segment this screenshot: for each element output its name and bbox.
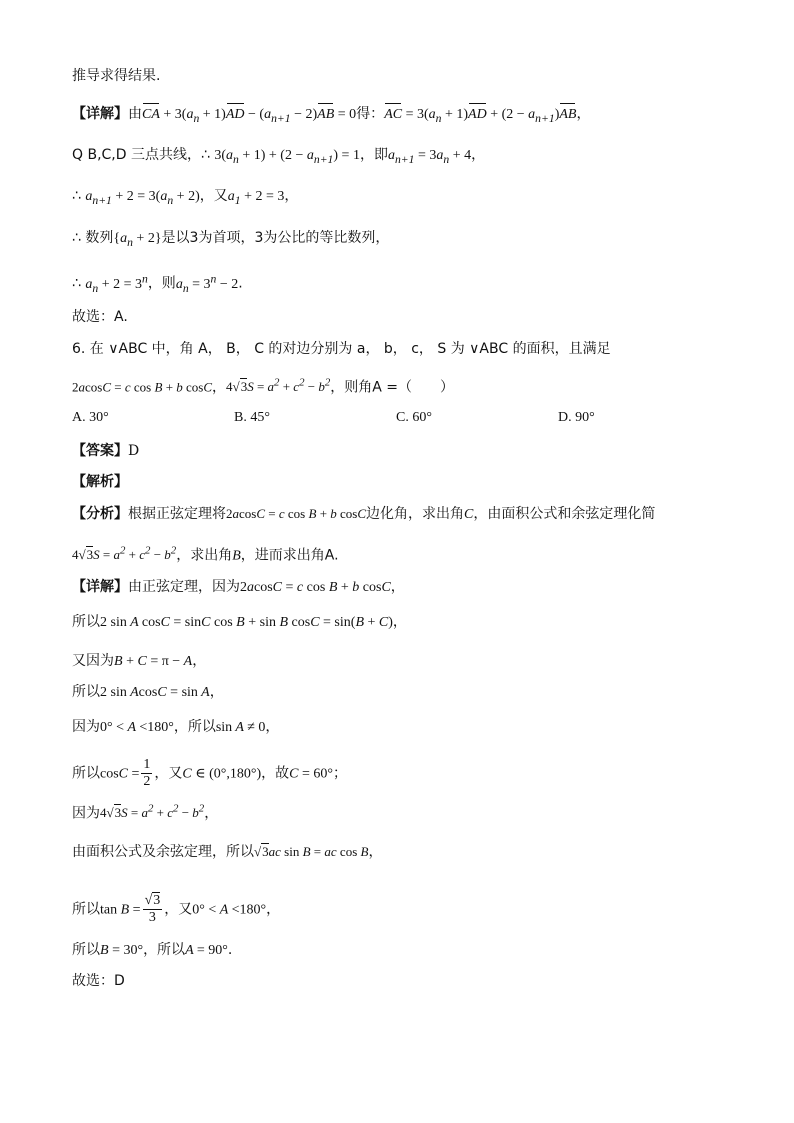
detail-line-10: 所以B = 30°，所以A = 90°. [72,942,233,958]
collinear-line: Q B,C,D 三点共线，∴ $3(a_n + 1) + (2 - a_{n+1}) = 1$，即$a_{n+1} = 3a_n + 4$， [72,147,486,166]
option-c[interactable]: C. 60° [396,410,432,425]
general-term-line: ∴ $a_n + 2 = 3^n$，则$a_n = 3^n - 2$. [72,272,243,295]
detail-line-8: 由面积公式及余弦定理，所以√3ac sin B = ac cos B， [72,844,383,860]
detail-line-vectors: 【详解】由CA + $3(a_n + 1)AD - (a_{n+1} - 2)AB = 0$得：AC = $3(a_n + 1)AD + (2 - a_{n+1})AB$， [72,106,591,125]
option-a[interactable]: A. 30° [72,410,109,425]
answer-value: D [128,443,140,459]
detail-line-7: 因为$4√3S = a^2 + c^2 - b^2$， [72,803,219,822]
question-6-condition: 2acosC = c cos B + b cosC，$4√3S = a^2 + c^2 - b^2$，则角A =（ ） [72,377,455,396]
answer-line [72,441,139,461]
answer-label: 【答案】 [72,443,128,459]
choose-d-line: 故选：D [72,973,125,989]
analysis-line-1: 【分析】根据正弦定理将2acosC = c cos B + b cosC边化角，求出角C，由面积公式和余弦定理化简 [72,506,656,522]
detail-line-9: 所以tan B = $\frac{√3}{3}$ ，又0° < A <180°， [72,893,281,925]
detail-line-5: 因为0° < A <180°，所以sin A ≠ 0， [72,719,280,735]
option-d[interactable]: D. 90° [558,410,595,425]
text-line-1: 推导求得结果. [72,68,161,84]
question-6-stem: 6. 在 ∨ABC 中，角 A， B， C 的对边分别为 a， b， c， S 为 ∨ABC 的面积，且满足 [72,341,611,357]
analysis-label-line: 【解析】 [72,474,128,490]
detail-label: 【详解】 [72,106,128,122]
recurrence-line: ∴ $a_{n+1} + 2 = 3(a_n + 2)$，又$a_1 + 2 = 3$， [72,188,299,207]
detail-line-1: 【详解】由正弦定理，因为2acosC = c cos B + b cosC， [72,579,405,595]
sequence-line: ∴ 数列$\{a_n + 2\}$是以3为首项，3为公比的等比数列， [72,230,390,249]
detail-line-2: 所以2 sin A cosC = sinC cos B + sin B cosC = sin(B + C)， [72,614,407,630]
detail-line-4: 所以2 sin AcosC = sin A， [72,684,224,700]
option-b[interactable]: B. 45° [234,410,270,425]
detail-line-6: 所以cosC = $\frac{1}{2}$ ，又C ∈ (0°,180°)，故C = 60°； [72,757,347,789]
analysis-line-2: $4√3S = a^2 + c^2 - b^2$，求出角B，进而求出角A. [72,545,339,564]
choose-a-line: 故选：A. [72,309,128,325]
detail-line-3: 又因为B + C = π − A， [72,653,207,669]
